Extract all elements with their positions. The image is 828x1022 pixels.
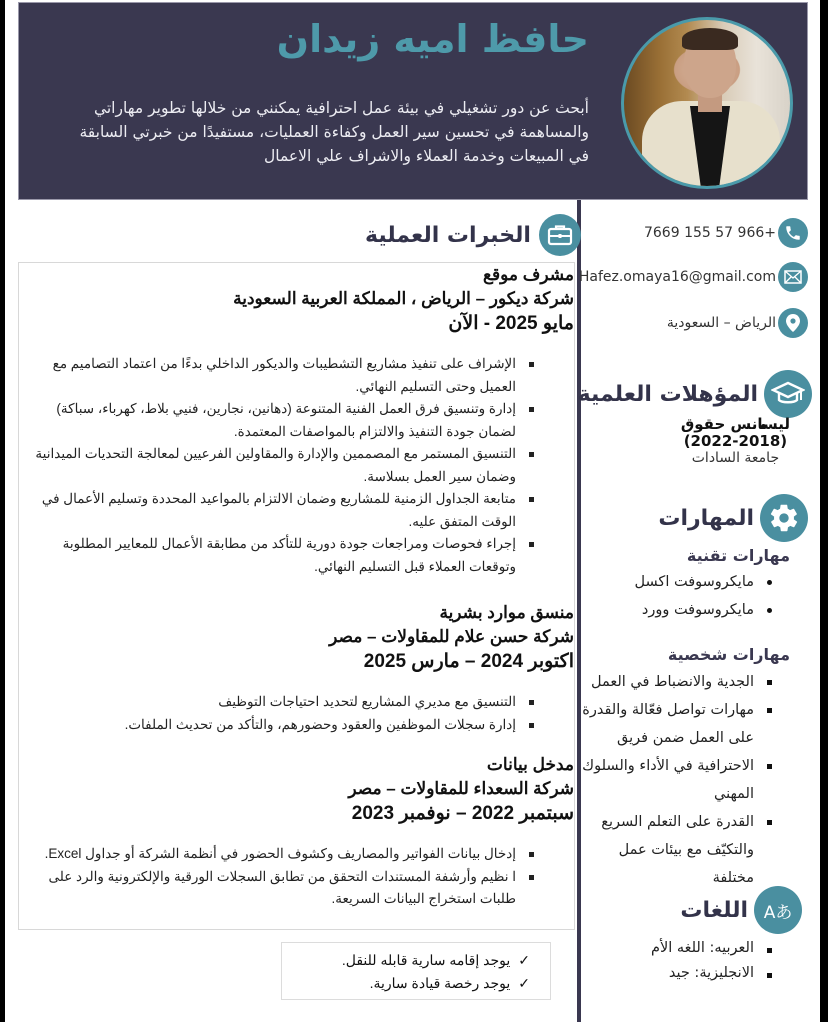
experience-title: الخبرات العملية bbox=[365, 222, 531, 248]
profile-photo bbox=[621, 17, 793, 189]
degree-years: (2022-2018) bbox=[683, 432, 788, 450]
job-bullet: الإشراف على تنفيذ مشاريع التشطيبات والديكور الداخلي بدءًا من اعتماد التصاميم مع العميل وحتى التسليم النهائي. bbox=[33, 353, 536, 398]
job-bullet: إدارة وتنسيق فرق العمل الفنية المتنوعة (دهانين، نجارين، فنيي بلاط، كهرباء، سباكة) لضمان جودة التنفيذ والالتزام بالمواصفات المعتمدة. bbox=[33, 398, 536, 443]
location-text: الرياض – السعودية bbox=[666, 315, 776, 331]
university: جامعة السادات bbox=[691, 450, 780, 466]
email-address[interactable]: Hafez.omaya16@gmail.com bbox=[578, 269, 776, 285]
extra-text: يوجد رخصة قيادة سارية. bbox=[369, 975, 511, 991]
personal-skills-title: مهارات شخصية bbox=[667, 645, 790, 664]
language-item: العربيه: اللغه الأم bbox=[651, 936, 776, 961]
job-company: شركة السعداء للمقاولات – مصر bbox=[348, 779, 574, 798]
education-heading bbox=[578, 370, 812, 418]
technical-skills-title: مهارات تقنية bbox=[686, 546, 790, 565]
phone-number[interactable]: +966 57 155 7669 bbox=[643, 225, 776, 241]
job-bullet: التنسيق المستمر مع المصممين والإدارة والمقاولين الفرعيين لمعالجة التحديات الميدانية وضمان سير العمل بسلاسة. bbox=[33, 443, 536, 488]
job-dates: مايو 2025 - الآن bbox=[448, 313, 574, 334]
extra-item bbox=[282, 949, 530, 972]
column-divider bbox=[577, 200, 581, 1022]
job-bullet: ا نظيم وأرشفة المستندات التحقق من تطابق السجلات الورقية والإلكترونية والرد على طلبات استخراج البيانات السريعة. bbox=[33, 866, 536, 911]
job-title: مشرف موقع bbox=[482, 265, 574, 284]
job-entry bbox=[19, 753, 574, 911]
additional-info-box bbox=[281, 942, 551, 1000]
experience-box bbox=[18, 262, 575, 930]
job-bullet: إجراء فحوصات ومراجعات جودة دورية للتأكد من مطابقة الأعمال للمعايير المطلوبة وتوقعات العملاء قبل التسليم النهائي. bbox=[33, 533, 536, 578]
technical-skill-item: مايكروسوفت اكسل bbox=[635, 568, 777, 596]
job-dates: اكتوبر 2024 – مارس 2025 bbox=[363, 651, 574, 672]
briefcase-icon bbox=[539, 214, 581, 256]
gear-icon bbox=[760, 494, 808, 542]
job-dates: سبتمبر 2022 – نوفمبر 2023 bbox=[351, 803, 574, 824]
job-title: مدخل بيانات bbox=[486, 755, 574, 774]
languages-list bbox=[651, 936, 776, 986]
personal-skill-item: مهارات تواصل فعّالة والقدرة على العمل ضمن فريق bbox=[576, 696, 776, 752]
job-bullet: التنسيق مع مديري المشاريع لتحديد احتياجات التوظيف bbox=[33, 691, 536, 714]
job-bullet: إدخال بيانات الفواتير والمصاريف وكشوف الحضور في أنظمة الشركة أو جداول Excel. bbox=[33, 843, 536, 866]
contact-phone bbox=[644, 218, 808, 248]
resume-page bbox=[5, 0, 820, 1022]
education-entry bbox=[681, 416, 790, 467]
languages-title: اللغات bbox=[680, 897, 748, 923]
envelope-icon bbox=[778, 262, 808, 292]
candidate-name: حافظ اميه زيدان bbox=[276, 17, 589, 61]
career-summary: أبحث عن دور تشغيلي في بيئة عمل احترافية يمكنني من خلالها تطوير مهاراتي والمساهمة في تحسين سير العمل وكفاءة العمليات، مستفيدًا من خبرتي السابقة في المبيعات وخدمة العملاء والاشراف علي الاعمال bbox=[79, 99, 589, 165]
checkmark-icon: ✓ bbox=[518, 952, 530, 968]
job-company: شركة ديكور – الرياض ، المملكة العربية السعودية bbox=[233, 289, 574, 308]
phone-icon bbox=[778, 218, 808, 248]
personal-skill-item: الاحترافية في الأداء والسلوك المهني bbox=[576, 752, 776, 808]
graduation-cap-icon bbox=[764, 370, 812, 418]
checkmark-icon: ✓ bbox=[518, 975, 530, 991]
contact-email bbox=[579, 262, 808, 292]
skills-heading bbox=[658, 494, 808, 542]
extra-text: يوجد إقامه سارية قابله للنقل. bbox=[341, 952, 511, 968]
photo-hair bbox=[682, 28, 738, 50]
job-title: منسق موارد بشرية bbox=[439, 603, 574, 622]
languages-heading bbox=[680, 886, 802, 934]
degree: ليسانس حقوق bbox=[680, 415, 790, 433]
personal-skill-item: القدرة على التعلم السريع والتكيّف مع بيئات عمل مختلفة bbox=[576, 808, 776, 892]
job-bullet: متابعة الجداول الزمنية للمشاريع وضمان الالتزام بالمواعيد المحددة وتسليم الأعمال في الوقت المتفق عليه. bbox=[33, 488, 536, 533]
skills-title: المهارات bbox=[658, 505, 754, 531]
personal-skill-item: الجدية والانضباط في العمل bbox=[576, 668, 776, 696]
job-bullets bbox=[33, 691, 536, 736]
extra-item bbox=[282, 972, 530, 995]
experience-heading bbox=[365, 214, 581, 256]
technical-skills-list bbox=[635, 568, 777, 624]
language-item: الانجليزية: جيد bbox=[651, 961, 776, 986]
job-entry bbox=[19, 601, 574, 736]
technical-skill-item: مايكروسوفت وورد bbox=[635, 596, 777, 624]
job-bullets bbox=[33, 843, 536, 911]
personal-skills-list bbox=[576, 668, 776, 892]
job-entry bbox=[19, 263, 574, 578]
translate-icon: Aあ bbox=[754, 886, 802, 934]
contact-location bbox=[667, 308, 808, 338]
header-banner bbox=[18, 2, 808, 200]
job-company: شركة حسن علام للمقاولات – مصر bbox=[329, 627, 574, 646]
location-pin-icon bbox=[778, 308, 808, 338]
education-title: المؤهلات العلمية bbox=[577, 381, 758, 407]
job-bullets bbox=[33, 353, 536, 578]
job-bullet: إدارة سجلات الموظفين والعقود وحضورهم، والتأكد من تحديث الملفات. bbox=[33, 714, 536, 737]
